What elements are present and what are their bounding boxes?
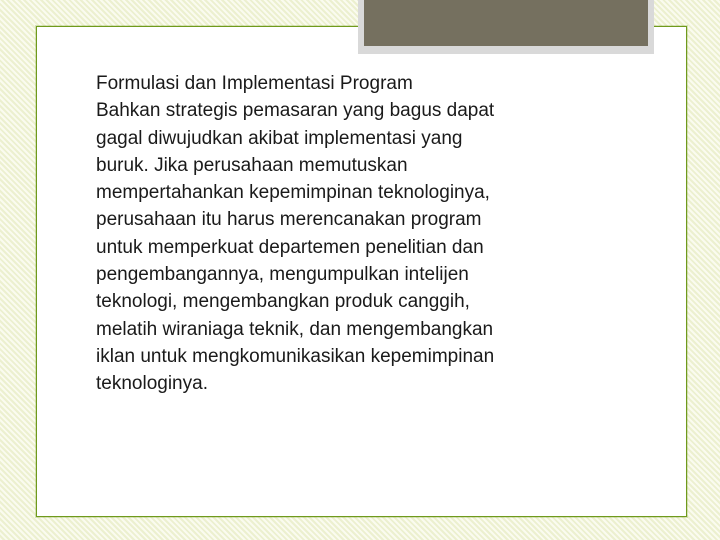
slide-body-text: Bahkan strategis pemasaran yang bagus dapat gagal diwujudkan akibat implementasi yang buruk. Jika perusahaan memutuskan mempertahankan kepemimpinan teknologinya, perusahaan itu harus merencanakan program untuk memperkuat departemen penelitian dan pengembangannya, mengumpulkan intelijen teknologi, mengembangkan produk canggih, melatih wiraniaga teknik, dan mengembangkan iklan untuk mengkomunikasikan kepemimpinan teknologinya. [96, 100, 495, 395]
title-placeholder-block [358, 0, 654, 54]
slide-content [96, 70, 616, 398]
title-placeholder-inner [364, 0, 648, 46]
slide-heading: Formulasi dan Implementasi Program [96, 73, 413, 94]
